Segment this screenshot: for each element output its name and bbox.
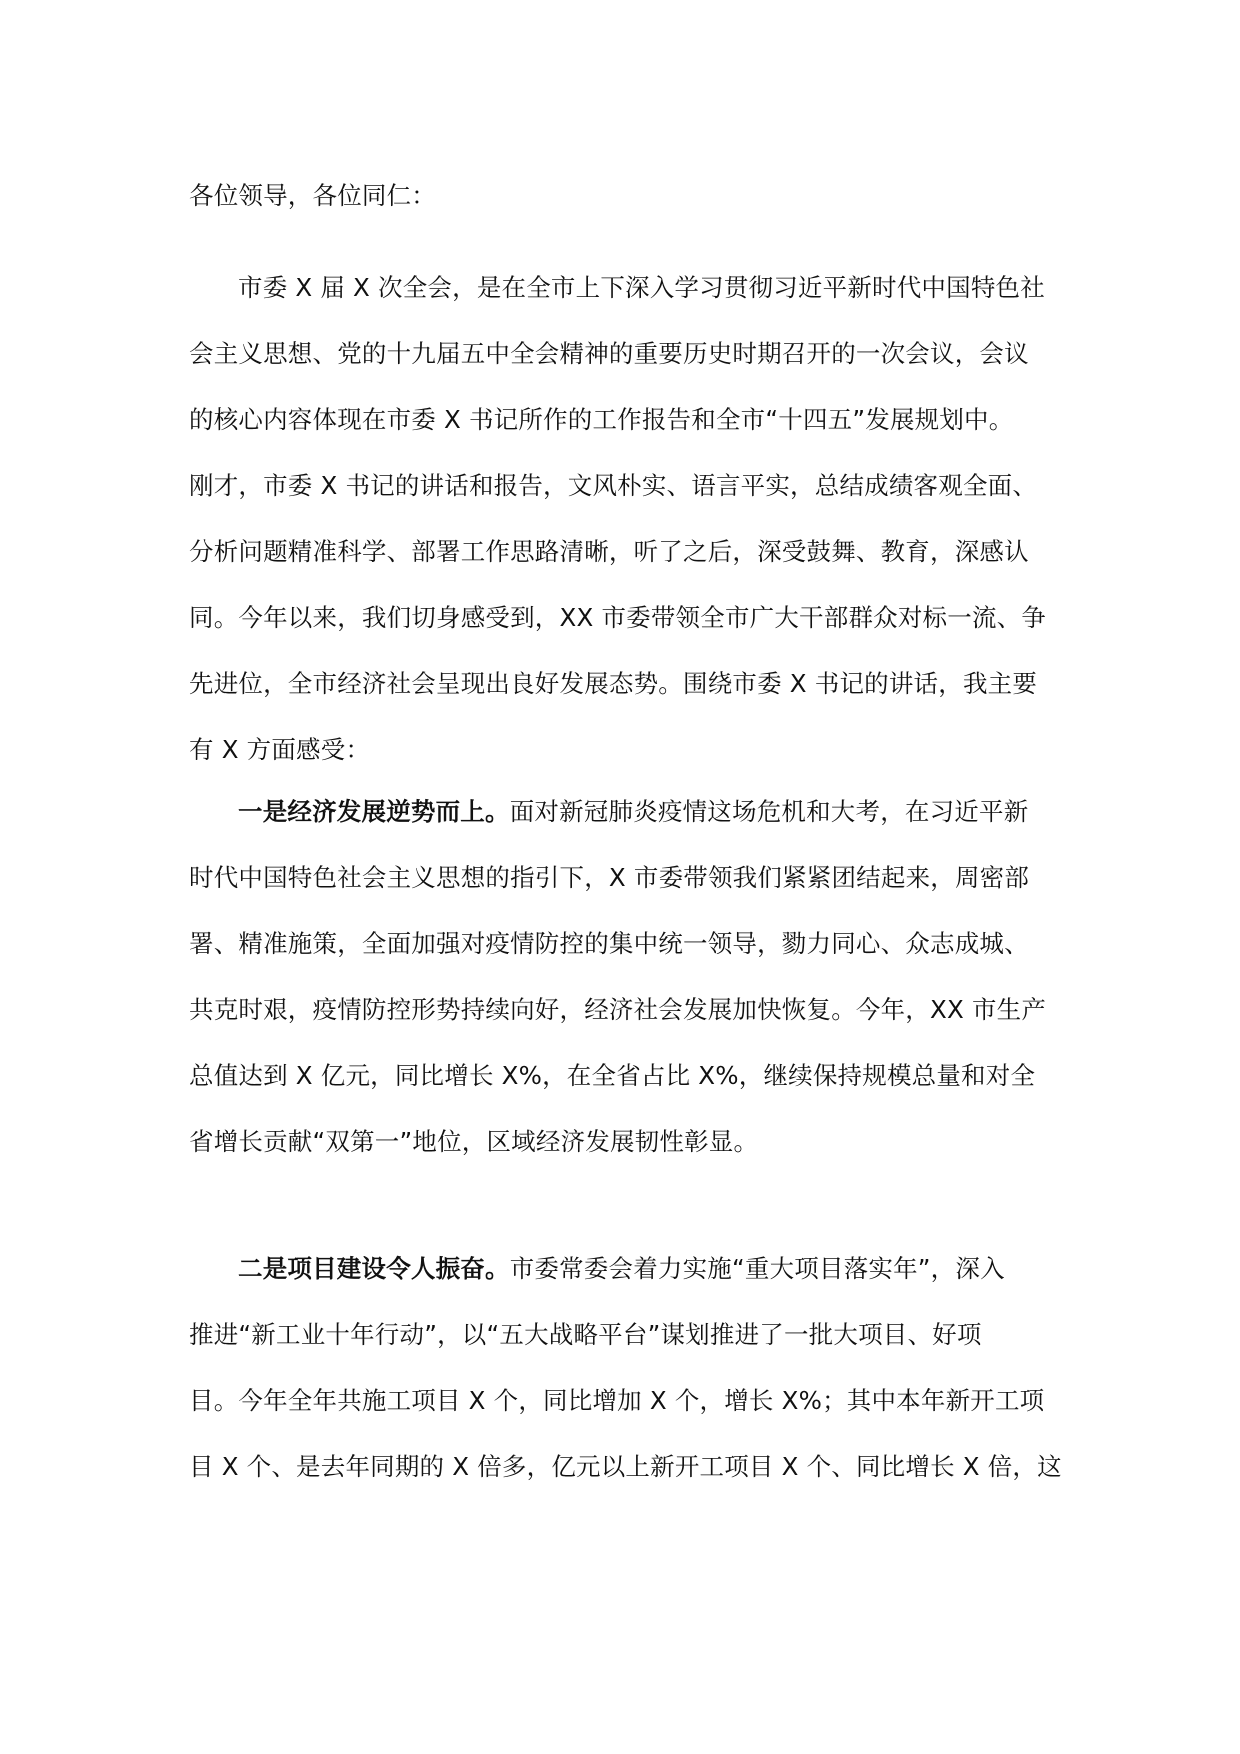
- paragraph-line: 目 X 个、是去年同期的 X 倍多，亿元以上新开工项目 X 个、同比增长 X 倍，这: [189, 1452, 1062, 1481]
- paragraph-line: 时代中国特色社会主义思想的指引下，X 市委带领我们紧紧团结起来，周密部: [189, 863, 1030, 892]
- paragraph-line: 省增长贡献“双第一”地位，区域经济发展韧性彰显。: [189, 1127, 759, 1156]
- paragraph-line: 市委 X 届 X 次全会，是在全市上下深入学习贯彻习近平新时代中国特色社: [238, 273, 1045, 302]
- paragraph-line: 推进“新工业十年行动”，以“五大战略平台”谋划推进了一批大项目、好项: [189, 1320, 982, 1349]
- paragraph-line: 有 X 方面感受：: [189, 735, 371, 764]
- paragraph-line: 共克时艰，疫情防控形势持续向好，经济社会发展加快恢复。今年，XX 市生产: [189, 995, 1047, 1024]
- paragraph-projects: [189, 1236, 1062, 1500]
- paragraph-line: 分析问题精准科学、部署工作思路清晰，听了之后，深受鼓舞、教育，深感认: [189, 537, 1029, 566]
- paragraph-line: 会主义思想、党的十九届五中全会精神的重要历史时期召开的一次会议，会议: [189, 339, 1029, 368]
- paragraph-first-rest: 面对新冠肺炎疫情这场危机和大考，在习近平新: [509, 797, 1029, 826]
- paragraph-line: 刚才，市委 X 书记的讲话和报告，文风朴实、语言平实，总结成绩客观全面、: [189, 471, 1038, 500]
- paragraph-intro: [189, 255, 1055, 783]
- paragraph-line: 先进位，全市经济社会呈现出良好发展态势。围绕市委 X 书记的讲话，我主要: [189, 669, 1038, 698]
- paragraph-line: 同。今年以来，我们切身感受到，XX 市委带领全市广大干部群众对标一流、争: [189, 603, 1047, 632]
- paragraph-first-rest: 市委常委会着力实施“重大项目落实年”，深入: [509, 1254, 1005, 1283]
- paragraph-line: 的核心内容体现在市委 X 书记所作的工作报告和全市“十四五”发展规划中。: [189, 405, 1014, 434]
- salutation: 各位领导，各位同仁：: [189, 181, 436, 210]
- paragraph-economy: [189, 779, 1055, 1175]
- paragraph-first-line: [189, 779, 1055, 845]
- paragraph-line: 总值达到 X 亿元，同比增长 X%，在全省占比 X%，继续保持规模总量和对全: [189, 1061, 1036, 1090]
- paragraph-line: 署、精准施策，全面加强对疫情防控的集中统一领导，勠力同心、众志成城、: [189, 929, 1029, 958]
- paragraph-first-line: [189, 1236, 1055, 1302]
- paragraph-line: 目。今年全年共施工项目 X 个，同比增加 X 个，增长 X%；其中本年新开工项: [189, 1386, 1045, 1415]
- paragraph-lead: 一是经济发展逆势而上。: [238, 797, 510, 826]
- paragraph-lead: 二是项目建设令人振奋。: [238, 1254, 510, 1283]
